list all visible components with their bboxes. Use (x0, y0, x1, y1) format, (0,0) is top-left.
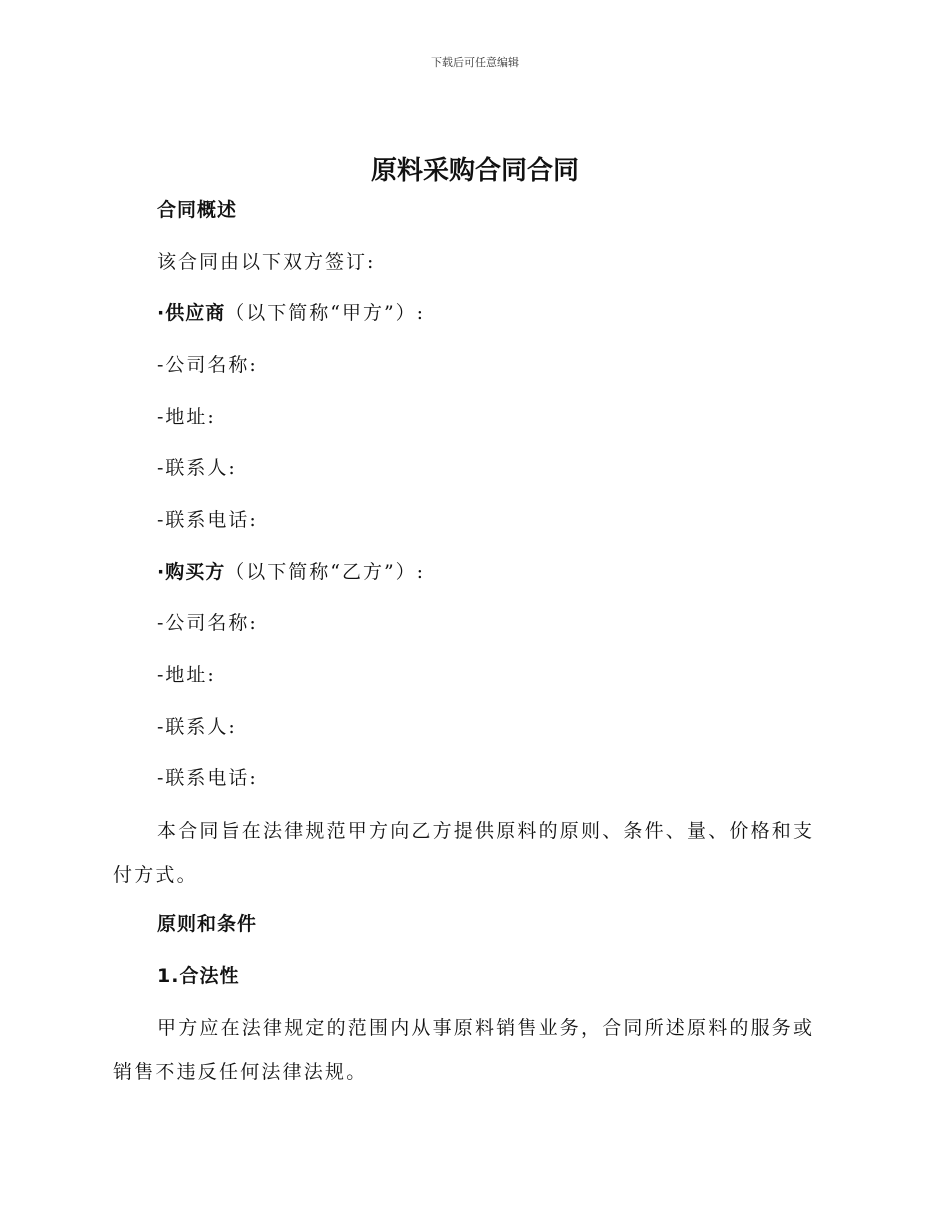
intro-line: 该合同由以下双方签订: (157, 251, 376, 273)
section-heading-overview: 合同概述 (157, 199, 238, 221)
supplier-suffix: （以下简称“甲方”）: (225, 302, 426, 324)
buyer-field-contact: -联系人: (157, 716, 237, 738)
supplier-bullet: · (157, 302, 166, 324)
buyer-line (157, 559, 425, 585)
buyer-label: 购买方 (165, 561, 226, 583)
supplier-label: 供应商 (165, 302, 226, 324)
supplier-field-address: -地址: (157, 406, 216, 428)
purpose-paragraph: 本合同旨在法律规范甲方向乙方提供原料的原则、条件、量、价格和支付方式。 (113, 820, 815, 886)
buyer-suffix: （以下简称“乙方”）: (225, 561, 426, 583)
buyer-field-company: -公司名称: (157, 612, 258, 634)
page-header-note: 下载后可任意编辑 (431, 56, 519, 69)
buyer-field-address: -地址: (157, 664, 216, 686)
supplier-field-company: -公司名称: (157, 354, 258, 376)
supplier-field-phone: -联系电话: (157, 509, 258, 531)
legality-paragraph: 甲方应在法律规定的范围内从事原料销售业务，合同所述原料的服务或销售不违反任何法律法规。 (113, 1017, 815, 1083)
subsection-heading-legality: 1.合法性 (157, 965, 240, 987)
buyer-bullet: · (157, 561, 166, 583)
supplier-line (157, 300, 425, 326)
buyer-field-phone: -联系电话: (157, 767, 258, 789)
document-title: 原料采购合同合同 (370, 156, 579, 186)
supplier-field-contact: -联系人: (157, 457, 237, 479)
section-heading-principles: 原则和条件 (157, 913, 258, 935)
